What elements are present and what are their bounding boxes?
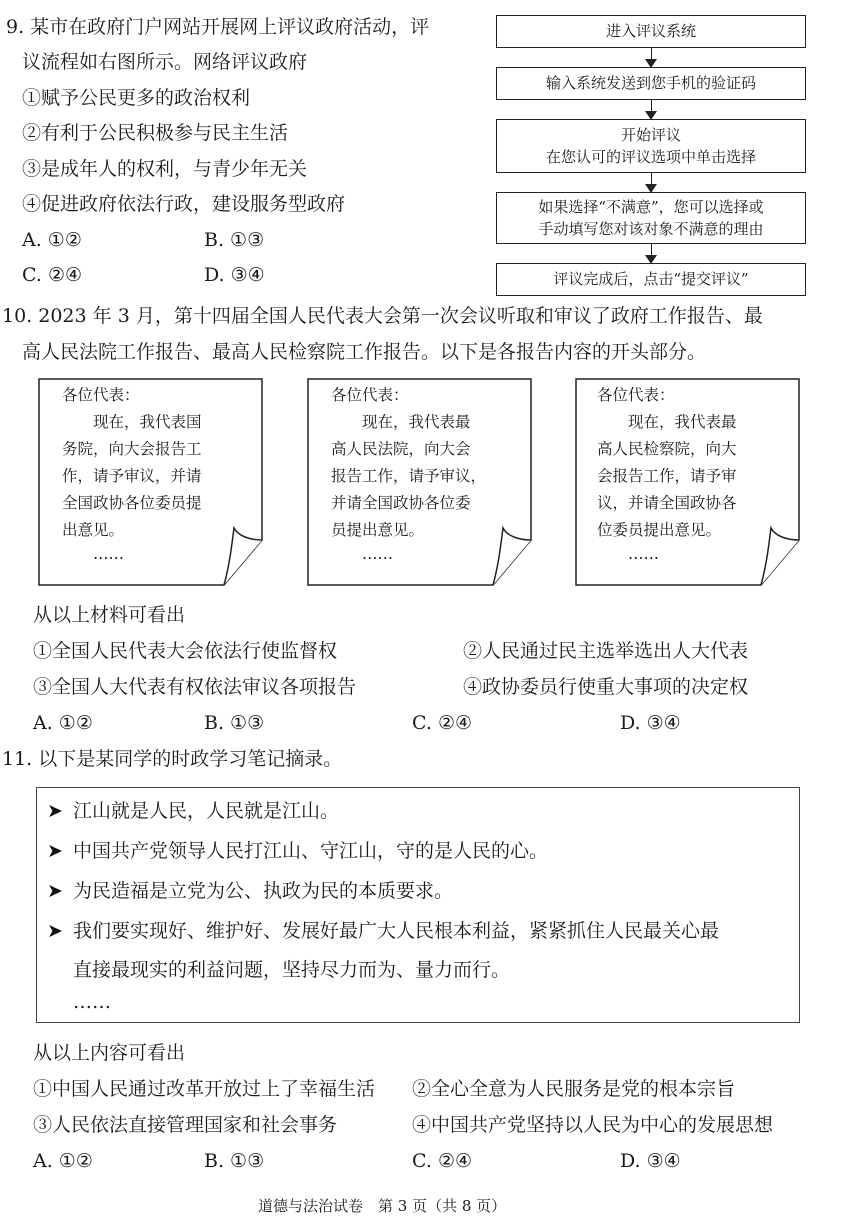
note-item-3: [47, 879, 453, 903]
report3-line4: 会报告工作，请予审: [597, 467, 737, 485]
q11-lead: 从以上内容可看出: [33, 1042, 186, 1064]
note-text-1: 江山就是人民，人民就是江山。: [73, 800, 340, 822]
q10-option-2: ②人民通过民主选举选出人大代表: [463, 640, 749, 662]
note-item-4: [47, 919, 719, 943]
q9-option-3: ③是成年人的权利，与青少年无关: [22, 158, 308, 180]
q11-choice-a: A. ①②: [33, 1150, 93, 1172]
arrow-bullet-icon: ➤: [47, 880, 63, 902]
report1-line4: 作，请予审议，并请: [62, 467, 202, 485]
note-text-4-cont: 直接最现实的利益问题，坚持尽力而为、量力而行。: [73, 959, 511, 981]
q9-stem-line1: 9. 某市在政府门户网站开展网上评议政府活动，评: [6, 16, 430, 38]
q9-choice-a: A. ①②: [22, 229, 82, 251]
report1-line7: ……: [62, 545, 125, 563]
q11-choice-d: D. ③④: [620, 1150, 681, 1172]
q9-choice-d: D. ③④: [204, 264, 265, 286]
report-card-supreme-court: [307, 378, 537, 588]
report3-line1: 各位代表：: [597, 386, 675, 404]
q9-option-2: ②有利于公民积极参与民主生活: [22, 122, 289, 144]
flow-step-3-title: 开始评议: [620, 126, 681, 144]
q10-choice-b: B. ①③: [204, 712, 265, 734]
flow-step-4: [496, 192, 806, 244]
report3-line3: 高人民检察院，向大: [597, 440, 737, 458]
flow-step-1: [496, 15, 806, 48]
flow-arrow-3: [651, 173, 652, 192]
q9-choice-b: B. ①③: [204, 229, 265, 251]
report1-line1: 各位代表：: [62, 386, 140, 404]
q9-choice-c: C. ②④: [22, 264, 83, 286]
q9-option-4: ④促进政府依法行政，建设服务型政府: [22, 193, 346, 215]
flow-step-2: [496, 67, 806, 100]
flow-arrow-1: [651, 48, 652, 67]
report3-line7: ……: [597, 545, 660, 563]
q9-option-1: ①赋予公民更多的政治权利: [22, 87, 251, 109]
report2-line7: ……: [331, 545, 394, 563]
arrow-bullet-icon: ➤: [47, 800, 63, 822]
report1-line2: 现在，我代表国: [62, 413, 202, 431]
q10-choice-d: D. ③④: [620, 712, 681, 734]
q11-choice-b: B. ①③: [204, 1150, 265, 1172]
note-text-4: 我们要实现好、维护好、发展好最广大人民根本利益，紧紧抓住人民最关心最: [73, 920, 720, 942]
report3-line2: 现在，我代表最: [597, 413, 737, 431]
report3-line6: 位委员提出意见。: [597, 521, 722, 539]
flow-step-5-text: 评议完成后，点击“提交评议”: [553, 270, 749, 288]
note-item-2: [47, 839, 548, 863]
q9-stem-line2: 议流程如右图所示。网络评议政府: [22, 51, 308, 73]
note-item-1: [47, 799, 339, 823]
q11-option-3: ③人民依法直接管理国家和社会事务: [33, 1114, 338, 1136]
q10-option-3: ③全国人大代表有权依法审议各项报告: [33, 676, 357, 698]
report-card-procuratorate: [575, 378, 805, 588]
q11-option-1: ①中国人民通过改革开放过上了幸福生活: [33, 1078, 376, 1100]
arrow-bullet-icon: ➤: [47, 920, 63, 942]
report2-line1: 各位代表：: [331, 386, 409, 404]
q11-stem: 11. 以下是某同学的时政学习笔记摘录。: [2, 748, 343, 770]
report2-line3: 高人民法院，向大会: [331, 440, 471, 458]
q10-option-1: ①全国人民代表大会依法行使监督权: [33, 640, 338, 662]
flow-step-3: [496, 119, 806, 173]
arrow-bullet-icon: ➤: [47, 840, 63, 862]
report-card-state-council: [38, 378, 268, 588]
q10-stem-line2: 高人民法院工作报告、最高人民检察院工作报告。以下是各报告内容的开头部分。: [22, 341, 707, 363]
q11-notes-box: [36, 787, 800, 1023]
flow-step-5: [496, 263, 806, 296]
flow-step-1-text: 进入评议系统: [605, 22, 696, 40]
flow-arrow-2: [651, 100, 652, 119]
flow-arrow-4: [651, 244, 652, 263]
q11-option-4: ④中国共产党坚持以人民为中心的发展思想: [412, 1114, 774, 1136]
report2-line2: 现在，我代表最: [331, 413, 471, 431]
report1-line6: 出意见。: [62, 521, 125, 539]
report2-line6: 员提出意见。: [331, 521, 425, 539]
q10-option-4: ④政协委员行使重大事项的决定权: [463, 676, 749, 698]
q11-option-2: ②全心全意为人民服务是党的根本宗旨: [412, 1078, 736, 1100]
report3-line5: 议，并请全国政协各: [597, 494, 737, 512]
q10-stem-line1: 10. 2023 年 3 月，第十四届全国人民代表大会第一次会议听取和审议了政府工作报告、最: [2, 305, 763, 327]
note-text-2: 中国共产党领导人民打江山、守江山，守的是人民的心。: [73, 840, 549, 862]
report2-line4: 报告工作，请予审议，: [331, 467, 487, 485]
q11-choice-c: C. ②④: [412, 1150, 473, 1172]
flow-step-4-line1: 如果选择“不满意”，您可以选择或: [538, 198, 764, 216]
note-text-3: 为民造福是立党为公、执政为民的本质要求。: [73, 880, 454, 902]
report1-line3: 务院，向大会报告工: [62, 440, 202, 458]
flow-step-2-text: 输入系统发送到您手机的验证码: [545, 74, 756, 92]
report1-line5: 全国政协各位委员提: [62, 494, 202, 512]
q10-choice-a: A. ①②: [33, 712, 93, 734]
report2-line5: 并请全国政协各位委: [331, 494, 471, 512]
q10-lead: 从以上材料可看出: [33, 604, 186, 626]
flow-step-4-line2: 手动填写您对该对象不满意的理由: [538, 220, 764, 238]
page-footer: 道德与法治试卷 第 3 页（共 8 页）: [258, 1197, 507, 1215]
q10-choice-c: C. ②④: [412, 712, 473, 734]
flow-step-3-text: 在您认可的评议选项中单击选择: [545, 148, 756, 166]
note-ellipsis: ……: [73, 991, 111, 1013]
